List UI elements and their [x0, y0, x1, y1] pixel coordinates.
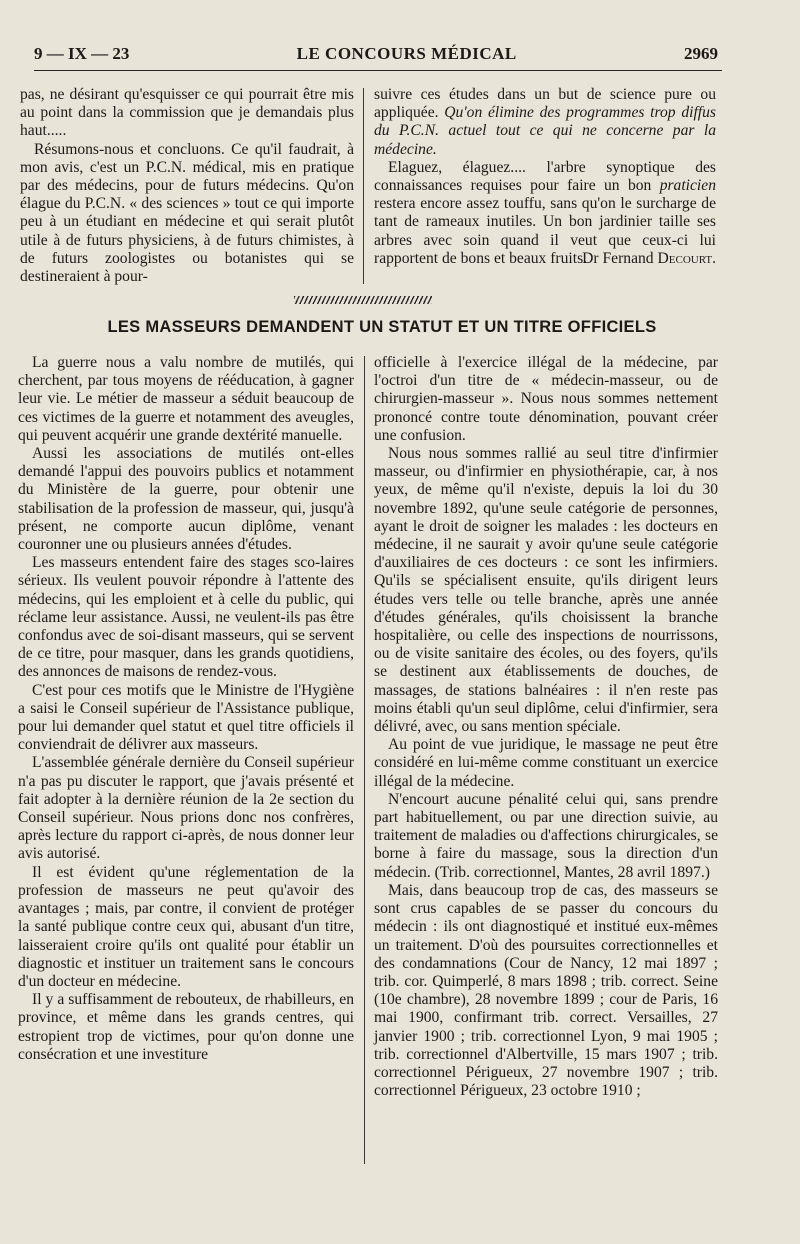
- paragraph: Résumons-nous et concluons. Ce qu'il faudrait, à mon avis, c'est un P.C.N. médical, mis en pratique par des médecins, pour de futurs médecins. Qu'on élague du P.C.N. « des sciences » tout ce qui importe peu à un étudiant en médecine et qui serait plutôt utile à de futurs physiciens, à de futurs chimistes, à de futurs zoologistes ou botanistes qui se destineraient à pour-: [20, 140, 354, 286]
- paragraph: suivre ces études dans un but de science pure ou appliquée. Qu'on élimine des programmes trop diffus du P.C.N. actuel tout ce qui ne concerne par la médecine.: [374, 86, 716, 158]
- paragraph: Nous nous sommes rallié au seul titre d'infirmier masseur, ou d'infirmier en physiothérapie, car, à nos yeux, de même qu'il n'existe, depuis la loi du 30 novembre 1892, qu'une seule catégorie de personnes, ayant le droit de soigner les malades : les docteurs en médecine, il ne saurait y avoir qu'une seule catégorie d'auxiliaires de ces docteurs : ce sont les infirmiers. Qu'ils se spécialisent ensuite, qu'ils dirigent leurs études vers telle ou telle branche, après une année d'études générales, qu'ils choisissent la branche hospitalière, ou celle des inspections de nourrissons, ou de visite sanitaire des écoles, ou des foyers, qu'ils se destinent aux établissements de douches, de massages, de stations balnéaires : il n'en reste pas moins établi qu'un seul diplôme, celui d'infirmier, sera délivré, avec, ou sans mention spéciale.: [374, 445, 718, 736]
- paragraph: Aussi les associations de mutilés ont-elles demandé l'appui des pouvoirs publics et notamment du Ministère de la guerre, pour obtenir une stabilisation de la profession de masseur, qui, jusqu'à présent, ne comporte aucun diplôme, venant couronner une ou plusieurs années d'études.: [18, 445, 354, 554]
- italic-text: praticien: [659, 177, 716, 195]
- paragraph: Au point de vue juridique, le massage ne peut être considéré en lui-même comme constituant un exercice illégal de la médecine.: [374, 736, 718, 790]
- paragraph: pas, ne désirant qu'esquisser ce qui pourrait être mis au point dans la commission que je demandais plus haut.....: [20, 86, 354, 140]
- prev-article-right-column: [374, 86, 716, 268]
- paragraph: Il est évident qu'une réglementation de la profession de masseurs ne peut qu'avoir des avantages ; mais, par contre, il convient de protéger la santé publique contre ceux qui, abusant d'un titre, laisseraient croire qu'ils ont qualité pour établir un diagnostic et instituer un traitement sans le concours d'un docteur en médecine.: [18, 863, 354, 990]
- running-header: [34, 44, 718, 70]
- section-ornament: [294, 296, 432, 304]
- signature-name: Decourt.: [657, 250, 716, 268]
- paragraph: Il y a suffisamment de rebouteux, de rhabilleurs, en province, et même dans les grands centres, qui estropient trop de victimes, pour qu'on donne une consécration et une investiture: [18, 991, 354, 1063]
- paragraph: officielle à l'exercice illégal de la médecine, par l'octroi d'un titre de « médecin-masseur, ou de chirurgien-masseur ». Nous nous sommes nettement prononcé contre toute dénomination, pouvant créer une confusion.: [374, 354, 718, 444]
- paragraph: N'encourt aucune pénalité celui qui, sans prendre part habituellement, ou par une direction suivie, au traitement de maladies ou d'affections chirurgicales, se borne à faire du massage, sous la direction d'un médecin. (Trib. correctionnel, Mantes, 28 avril 1897.): [374, 790, 718, 881]
- prev-article-left-column: [20, 86, 354, 286]
- article-right-column: [374, 354, 718, 1100]
- paragraph: Elaguez, élaguez.... l'arbre synoptique des connaissances requises pour faire un bon praticien restera encore assez touffu, sans qu'on le surcharge de tant de rameaux inutiles. Un bon jardinier taille ses arbres avec soin quand il veut que ceux-ci lui rapportent de bons et beaux fruits.: [374, 158, 716, 267]
- journal-title: LE CONCOURS MÉDICAL: [296, 44, 517, 63]
- column-divider: [364, 356, 365, 1164]
- issue-date: 9 — IX — 23: [34, 44, 130, 63]
- paragraph: Mais, dans beaucoup trop de cas, des masseurs se sont crus capables de se passer du concours du médecin : ils ont diagnostiqué et institué eux-mêmes un traitement. D'où des poursuites correctionnelles et des condamnations (Cour de Nancy, 12 mai 1897 ; trib. cor. Quimperlé, 8 mars 1898 ; trib. correct. Seine (10e chambre), 28 novembre 1899 ; cour de Paris, 16 mai 1900, confirmant trib. correct. Versailles, 27 janvier 1900 ; trib. correctionnel Lyon, 9 mai 1905 ; trib. correctionnel d'Albertville, 15 mars 1907 ; trib. correctionnel Périgueux, 27 novembre 1907 ; trib. correctionnel Périgueux, 23 octobre 1910 ;: [374, 881, 718, 1100]
- paragraph: La guerre nous a valu nombre de mutilés, qui cherchent, par tous moyens de rééducation, à gagner leur vie. Le métier de masseur a séduit beaucoup de ces victimes de la guerre et notamment des aveugles, qui peuvent acquérir une grande dextérité manuelle.: [18, 354, 354, 444]
- paragraph: Les masseurs entendent faire des stages sco-laires sérieux. Ils veulent pouvoir répondre à l'attente des médecins, qui les emploient et à celle du public, qui réclame leur assistance. Aussi, ne veulent-ils pas être confondus avec de soi-disant masseurs, qui se servent de ce titre, pour masquer, dans les grands quotidiens, des annonces de maisons de rendez-vous.: [18, 554, 354, 681]
- signature: Dr Fernand Decourt.: [582, 250, 716, 268]
- paragraph: L'assemblée générale dernière du Conseil supérieur n'a pas pu discuter le rapport, que j'avais présenté et fait adopter à la dernière réunion de la 2e section du Conseil supérieur. Nous prions donc nos confrères, après lecture du rapport ci-après, de nous donner leur avis autorisé.: [18, 754, 354, 863]
- article-left-column: [18, 354, 354, 1064]
- header-rule: [34, 70, 722, 71]
- column-divider: [363, 88, 364, 284]
- italic-text: Qu'on élimine des programmes trop diffus du P.C.N. actuel tout ce qui ne concerne par la médecine.: [374, 104, 716, 158]
- page-number: 2969: [683, 44, 718, 63]
- paragraph: C'est pour ces motifs que le Ministre de l'Hygiène a saisi le Conseil supérieur de l'Assistance publique, pour lui demander quel statut et quel titre officiels il conviendrait de délivrer aux masseurs.: [18, 681, 354, 754]
- article-title: LES MASSEURS DEMANDENT UN STATUT ET UN TITRE OFFICIELS: [107, 318, 657, 336]
